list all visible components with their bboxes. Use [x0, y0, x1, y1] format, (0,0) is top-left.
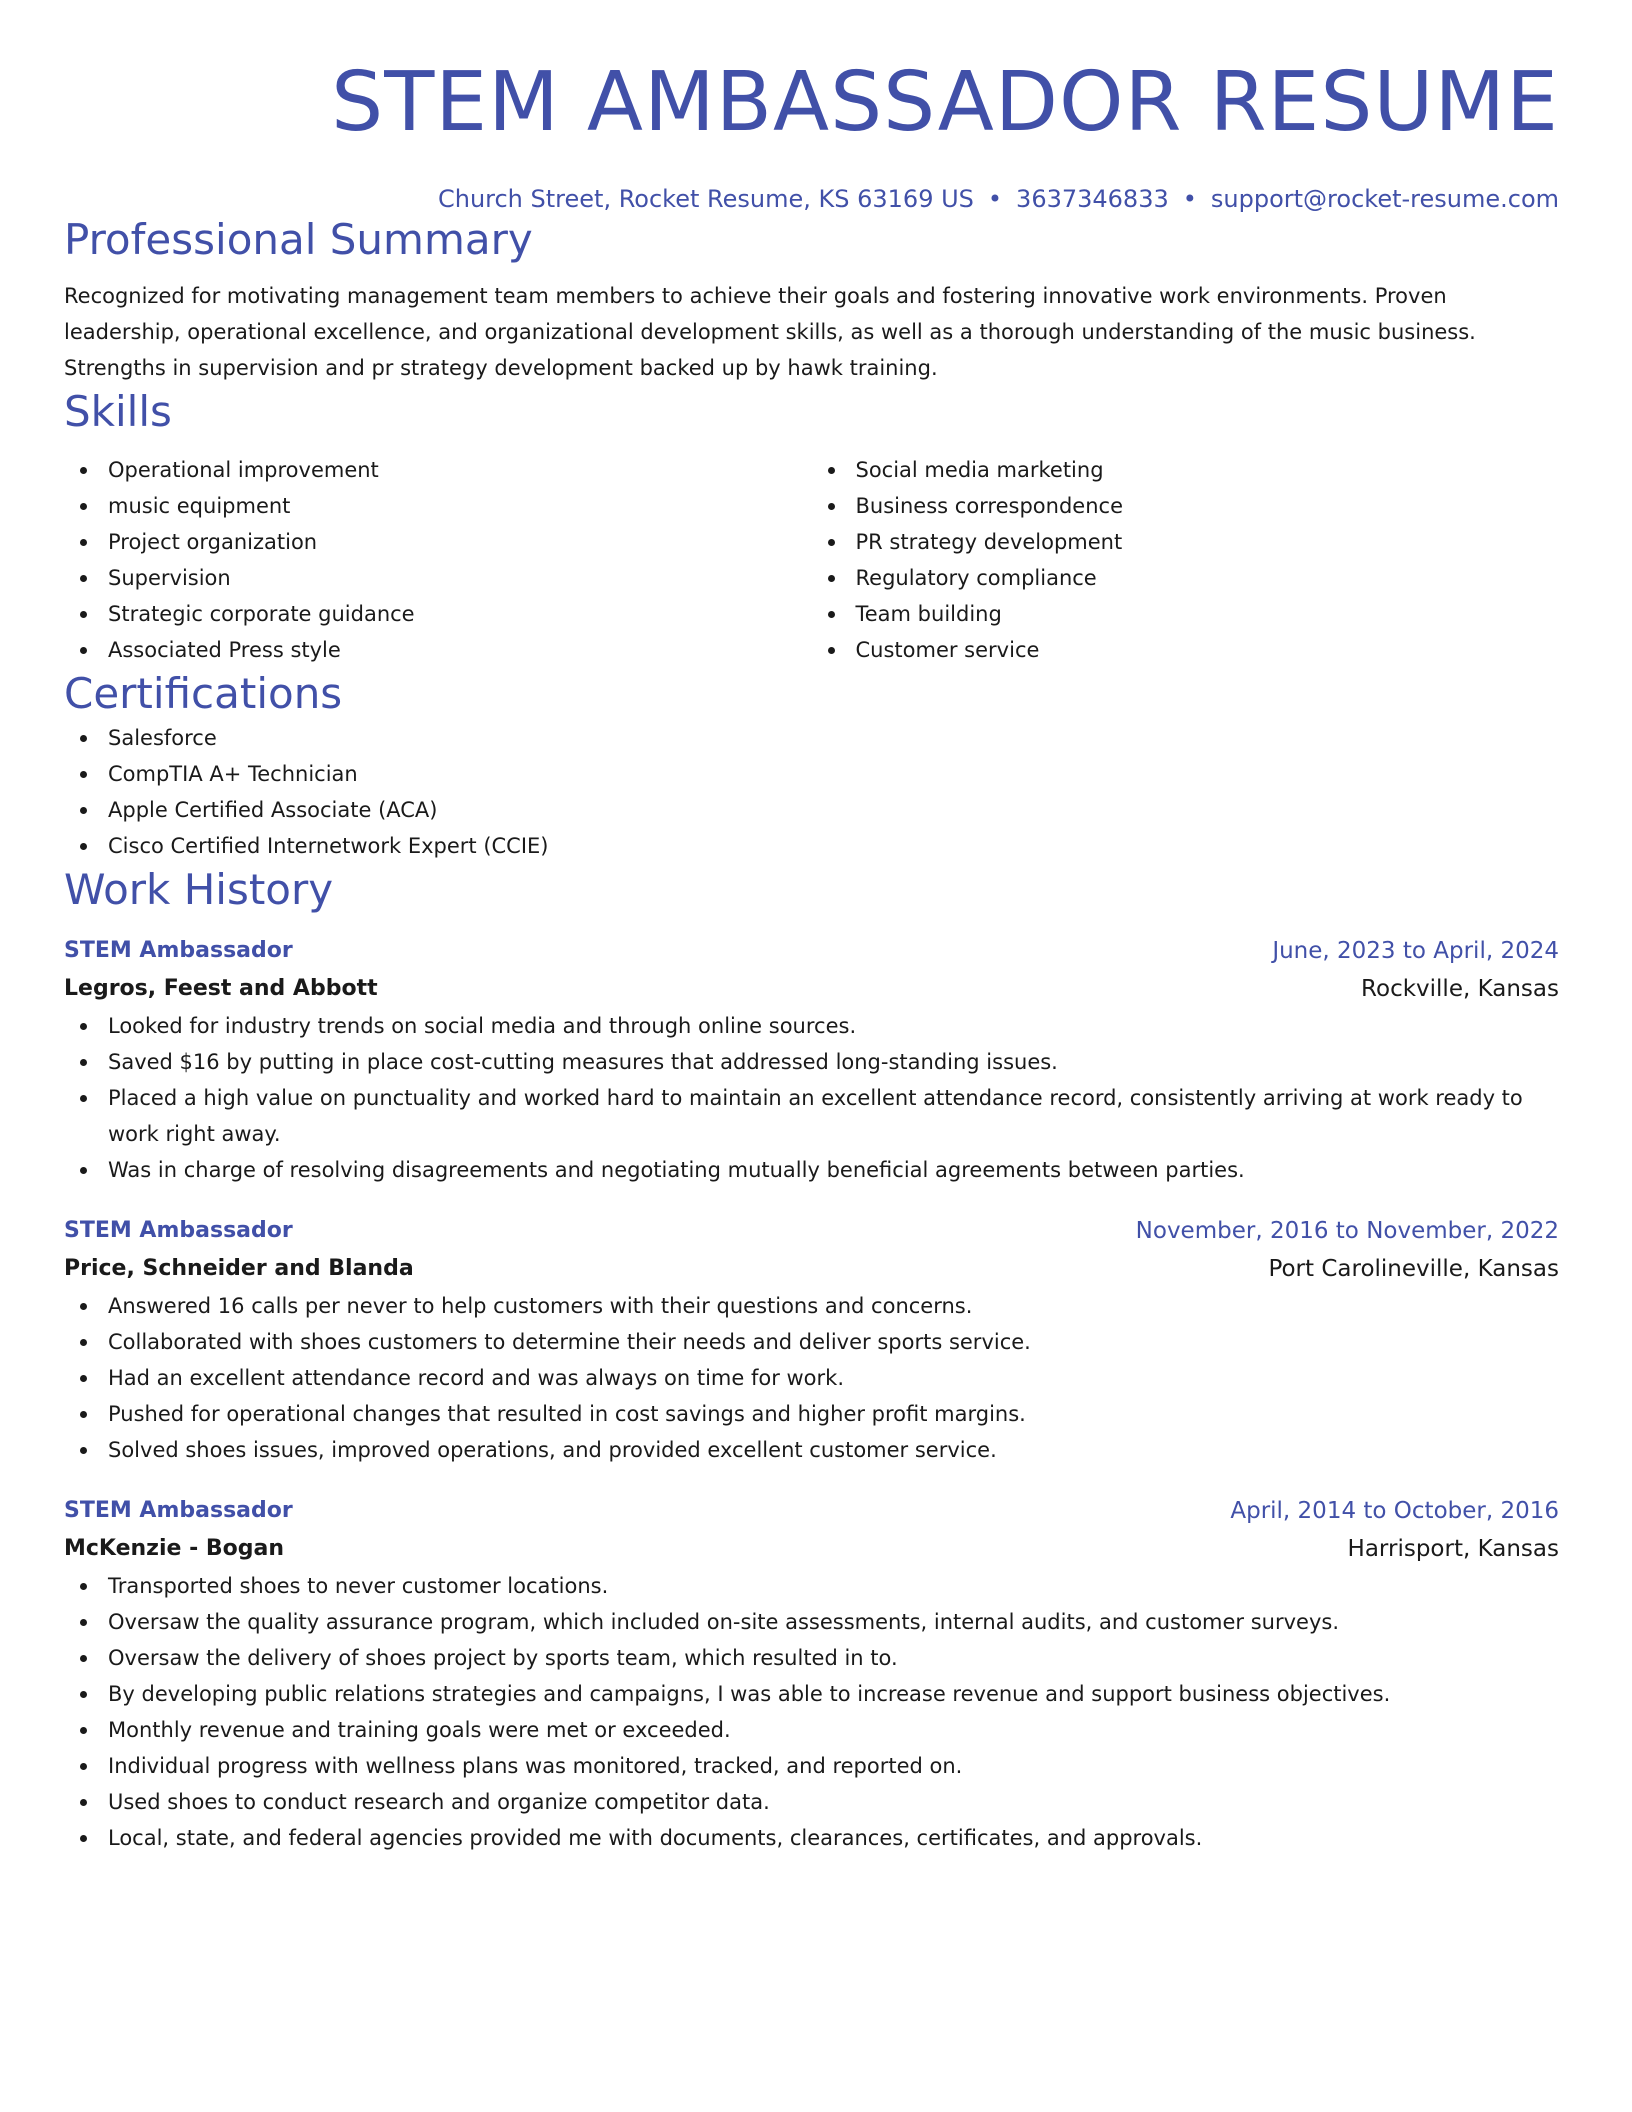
job-company-row — [64, 1250, 1559, 1288]
job-bullet: Local, state, and federal agencies provided me with documents, clearances, certificates, and approvals. — [64, 1820, 1559, 1856]
skill-item: PR strategy development — [812, 524, 1560, 560]
contact-line — [64, 184, 1559, 214]
job-location: Port Carolineville, Kansas — [1268, 1256, 1559, 1282]
job-company: McKenzie - Bogan — [64, 1536, 285, 1561]
skills-list-left — [64, 452, 812, 668]
job-role: STEM Ambassador — [64, 1498, 293, 1523]
job-bullet: Looked for industry trends on social media and through online sources. — [64, 1008, 1559, 1044]
job-entry — [64, 1492, 1559, 1856]
job-dates: November, 2016 to November, 2022 — [1135, 1218, 1559, 1244]
job-company: Legros, Feest and Abbott — [64, 976, 378, 1001]
summary-heading: Professional Summary — [64, 215, 533, 264]
contact-separator: • — [987, 185, 1003, 213]
job-dates: April, 2014 to October, 2016 — [1230, 1498, 1559, 1524]
job-company: Price, Schneider and Blanda — [64, 1256, 414, 1281]
resume-page — [64, 0, 1559, 1856]
skill-item: Associated Press style — [64, 632, 812, 668]
certifications-list — [64, 720, 1559, 864]
job-bullet: Had an excellent attendance record and was always on time for work. — [64, 1360, 1559, 1396]
job-bullets — [64, 1288, 1559, 1468]
skill-item: Supervision — [64, 560, 812, 596]
contact-email[interactable]: support@rocket-resume.com — [1210, 185, 1559, 213]
contact-address: Church Street, Rocket Resume, KS 63169 US — [437, 185, 974, 213]
job-entry — [64, 932, 1559, 1188]
certifications-heading: Certifications — [64, 669, 343, 718]
job-company-row — [64, 970, 1559, 1008]
skill-item: Customer service — [812, 632, 1560, 668]
job-bullet: Monthly revenue and training goals were met or exceeded. — [64, 1712, 1559, 1748]
job-bullet: Pushed for operational changes that resulted in cost savings and higher profit margins. — [64, 1396, 1559, 1432]
job-location: Harrisport, Kansas — [1347, 1536, 1559, 1562]
skill-item: Operational improvement — [64, 452, 812, 488]
job-bullet: Used shoes to conduct research and organize competitor data. — [64, 1784, 1559, 1820]
skill-item: Project organization — [64, 524, 812, 560]
job-header-row — [64, 1212, 1559, 1250]
certification-item: CompTIA A+ Technician — [64, 756, 1559, 792]
job-header-row — [64, 1492, 1559, 1530]
certification-item: Salesforce — [64, 720, 1559, 756]
job-bullet: Individual progress with wellness plans was monitored, tracked, and reported on. — [64, 1748, 1559, 1784]
contact-phone[interactable]: 3637346833 — [1016, 185, 1169, 213]
skills-heading: Skills — [64, 387, 172, 436]
job-bullet: Oversaw the quality assurance program, which included on-site assessments, internal audits, and customer surveys. — [64, 1604, 1559, 1640]
job-entry — [64, 1212, 1559, 1468]
job-bullet: Placed a high value on punctuality and worked hard to maintain an excellent attendance record, consistently arriving at work ready to work right away. — [64, 1080, 1559, 1152]
skill-item: Business correspondence — [812, 488, 1560, 524]
certification-item: Apple Certified Associate (ACA) — [64, 792, 1559, 828]
certification-item: Cisco Certified Internetwork Expert (CCIE) — [64, 828, 1559, 864]
skill-item: Strategic corporate guidance — [64, 596, 812, 632]
job-dates: June, 2023 to April, 2024 — [1272, 938, 1559, 964]
skill-item: Social media marketing — [812, 452, 1560, 488]
skill-item: Team building — [812, 596, 1560, 632]
summary-text: Recognized for motivating management team members to achieve their goals and fostering innovative work environments. Proven leadership, operational excellence, and organizational development skills, as well as a thorough understanding of the music business. Strengths in supervision and pr strategy development backed up by hawk training. — [64, 284, 1476, 380]
contact-separator: • — [1182, 185, 1197, 213]
skill-item: Regulatory compliance — [812, 560, 1560, 596]
job-bullet: Solved shoes issues, improved operations, and provided excellent customer service. — [64, 1432, 1559, 1468]
skill-item: music equipment — [64, 488, 812, 524]
skills-column-right — [812, 452, 1560, 668]
job-company-row — [64, 1530, 1559, 1568]
job-bullet: Collaborated with shoes customers to determine their needs and deliver sports service. — [64, 1324, 1559, 1360]
skills-column-left — [64, 452, 812, 668]
resume-title: STEM AMBASSADOR RESUME — [331, 55, 1559, 150]
job-role: STEM Ambassador — [64, 1218, 293, 1243]
skills-list-right — [812, 452, 1560, 668]
job-role: STEM Ambassador — [64, 938, 293, 963]
job-bullet: Saved $16 by putting in place cost-cutting measures that addressed long-standing issues. — [64, 1044, 1559, 1080]
job-bullets — [64, 1568, 1559, 1856]
work-history-heading: Work History — [64, 865, 334, 914]
job-bullet: Transported shoes to never customer locations. — [64, 1568, 1559, 1604]
job-bullet: Oversaw the delivery of shoes project by sports team, which resulted in to. — [64, 1640, 1559, 1676]
skills-grid — [64, 452, 1559, 668]
job-bullet: By developing public relations strategies and campaigns, I was able to increase revenue and support business objectives. — [64, 1676, 1559, 1712]
job-header-row — [64, 932, 1559, 970]
job-bullet: Answered 16 calls per never to help customers with their questions and concerns. — [64, 1288, 1559, 1324]
resume-header — [64, 0, 1559, 214]
job-location: Rockville, Kansas — [1361, 976, 1559, 1002]
job-bullets — [64, 1008, 1559, 1188]
job-bullet: Was in charge of resolving disagreements and negotiating mutually beneficial agreements between parties. — [64, 1152, 1559, 1188]
